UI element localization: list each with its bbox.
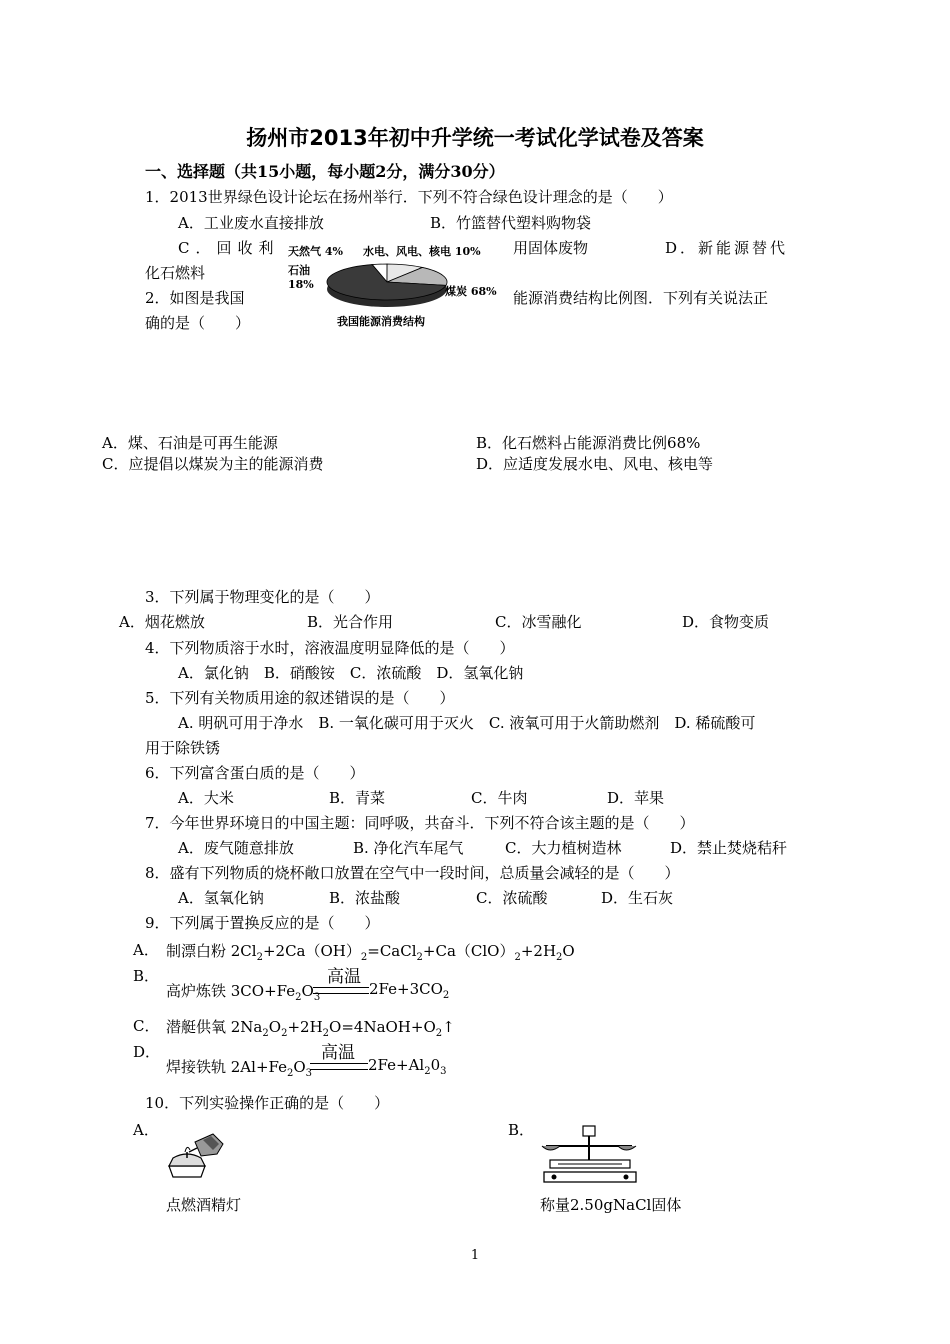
q10-option-b-caption: 称量2.50gNaCl固体	[540, 1196, 682, 1214]
q1-option-d-part1: D．新能源替代	[665, 239, 789, 257]
q7-option-b: B. 净化汽车尾气	[353, 839, 464, 857]
q10-option-a-caption: 点燃酒精灯	[166, 1196, 242, 1214]
q9-condition-d: 高温	[321, 1043, 355, 1063]
q2-option-c: C．应提倡以煤炭为主的能源消费	[102, 455, 324, 473]
pie-label-oil-pct: 18%	[288, 278, 314, 291]
q9-double-line-d	[310, 1063, 368, 1070]
q9-equation-a: 制漂白粉 $2Cl_2+2Ca(OH)_2=CaCl_2+Ca(ClO)_2+2H_2O$	[166, 942, 575, 963]
q5-stem: 5．下列有关物质用途的叙述错误的是（ ）	[145, 689, 455, 707]
q9-equation-c: 潜艇供氧 $2Na_2O_2+2H_2O=4NaOH+O_2↑$	[166, 1018, 455, 1039]
pie-label-coal: 煤炭 68%	[445, 285, 497, 298]
q8-option-a: A．氢氧化钠	[178, 889, 264, 907]
q1-option-c-part2: 用固体废物	[513, 239, 589, 257]
q6-option-b: B．青菜	[329, 789, 386, 807]
q7-stem: 7．今年世界环境日的中国主题：同呼吸，共奋斗．下列不符合该主题的是（ ）	[145, 814, 695, 832]
energy-pie-chart	[285, 238, 505, 333]
q9-label-a: A．	[133, 941, 159, 959]
q9-equation-d-right: $2Fe+Al_20_3$	[368, 1056, 447, 1077]
q9-double-line-b	[313, 987, 369, 994]
q1-option-a: A．工业废水直接排放	[178, 214, 324, 232]
q10-stem: 10．下列实验操作正确的是（ ）	[145, 1094, 390, 1112]
q3-option-b: B．光合作用	[307, 613, 394, 631]
q2-stem-part2: 能源消费结构比例图．下列有关说法正	[513, 289, 769, 307]
q3-option-a: A．烟花燃放	[119, 613, 205, 631]
q1-option-b: B．竹篮替代塑料购物袋	[430, 214, 592, 232]
q1-option-c-part1: C．回收利	[178, 239, 280, 257]
q3-stem: 3．下列属于物理变化的是（ ）	[145, 588, 380, 606]
q8-option-d: D．生石灰	[601, 889, 674, 907]
q9-stem: 9．下列属于置换反应的是（ ）	[145, 914, 380, 932]
q10-label-b: B．	[508, 1121, 535, 1139]
q2-option-d: D．应适度发展水电、风电、核电等	[476, 455, 714, 473]
q2-stem-part3: 确的是（ ）	[145, 314, 251, 332]
q9-label-d: D．	[133, 1043, 161, 1061]
q6-stem: 6．下列富含蛋白质的是（ ）	[145, 764, 365, 782]
q3-option-c: C．冰雪融化	[495, 613, 582, 631]
alcohol-lamp-figure	[165, 1130, 227, 1180]
q5-options: A. 明矾可用于净水 B. 一氧化碳可用于灭火 C. 液氧可用于火箭助燃剂 D. 稀硫酸可	[178, 714, 756, 732]
q2-stem-part1: 2．如图是我国	[145, 289, 245, 307]
q6-option-d: D．苹果	[607, 789, 665, 807]
q1-option-d-part2: 化石燃料	[145, 264, 206, 282]
q8-option-c: C．浓硫酸	[476, 889, 548, 907]
pie-label-gas: 天然气 4%	[288, 245, 343, 258]
page-number: 1	[470, 1248, 480, 1263]
balance-scale-figure	[538, 1124, 643, 1186]
q9-equation-b-left: 高炉炼铁 $3CO+Fe_2O_3$	[166, 982, 321, 1003]
section-heading: 一、选择题（共15小题，每小题2分，满分30分）	[145, 162, 505, 181]
q9-label-b: B．	[133, 967, 160, 985]
q7-option-c: C．大力植树造林	[505, 839, 622, 857]
q10-label-a: A．	[133, 1121, 159, 1139]
q8-option-b: B．浓盐酸	[329, 889, 401, 907]
q7-option-d: D．禁止焚烧秸秆	[670, 839, 788, 857]
q2-option-b: B．化石燃料占能源消费比例68%	[476, 434, 701, 452]
q9-label-c: C．	[133, 1017, 160, 1035]
pie-title: 我国能源消费结构	[337, 315, 425, 328]
pie-label-hydro: 水电、风电、核电 10%	[363, 245, 481, 258]
q9-equation-d-left: 焊接铁轨 $2Al+Fe_2O_3$	[166, 1058, 313, 1079]
q5-options-continued: 用于除铁锈	[145, 739, 221, 757]
q8-stem: 8．盛有下列物质的烧杯敞口放置在空气中一段时间，总质量会减轻的是（ ）	[145, 864, 680, 882]
pie-slices	[327, 264, 447, 300]
q7-option-a: A．废气随意排放	[178, 839, 294, 857]
pie-label-oil-name: 石油	[288, 264, 310, 277]
q2-option-a: A．煤、石油是可再生能源	[102, 434, 278, 452]
q1-stem: 1．2013世界绿色设计论坛在扬州举行．下列不符合绿色设计理念的是（ ）	[145, 188, 673, 206]
q6-option-c: C．牛肉	[471, 789, 528, 807]
page-title: 扬州市2013年初中升学统一考试化学试卷及答案	[246, 126, 704, 150]
q3-option-d: D．食物变质	[682, 613, 770, 631]
q6-option-a: A．大米	[178, 789, 234, 807]
q4-options: A．氯化钠 B．硝酸铵 C．浓硫酸 D．氢氧化钠	[178, 664, 524, 682]
q9-condition-b: 高温	[327, 967, 361, 987]
q4-stem: 4．下列物质溶于水时，溶液温度明显降低的是（ ）	[145, 639, 515, 657]
q9-equation-b-right: $2Fe+3CO_2$	[369, 980, 450, 1001]
